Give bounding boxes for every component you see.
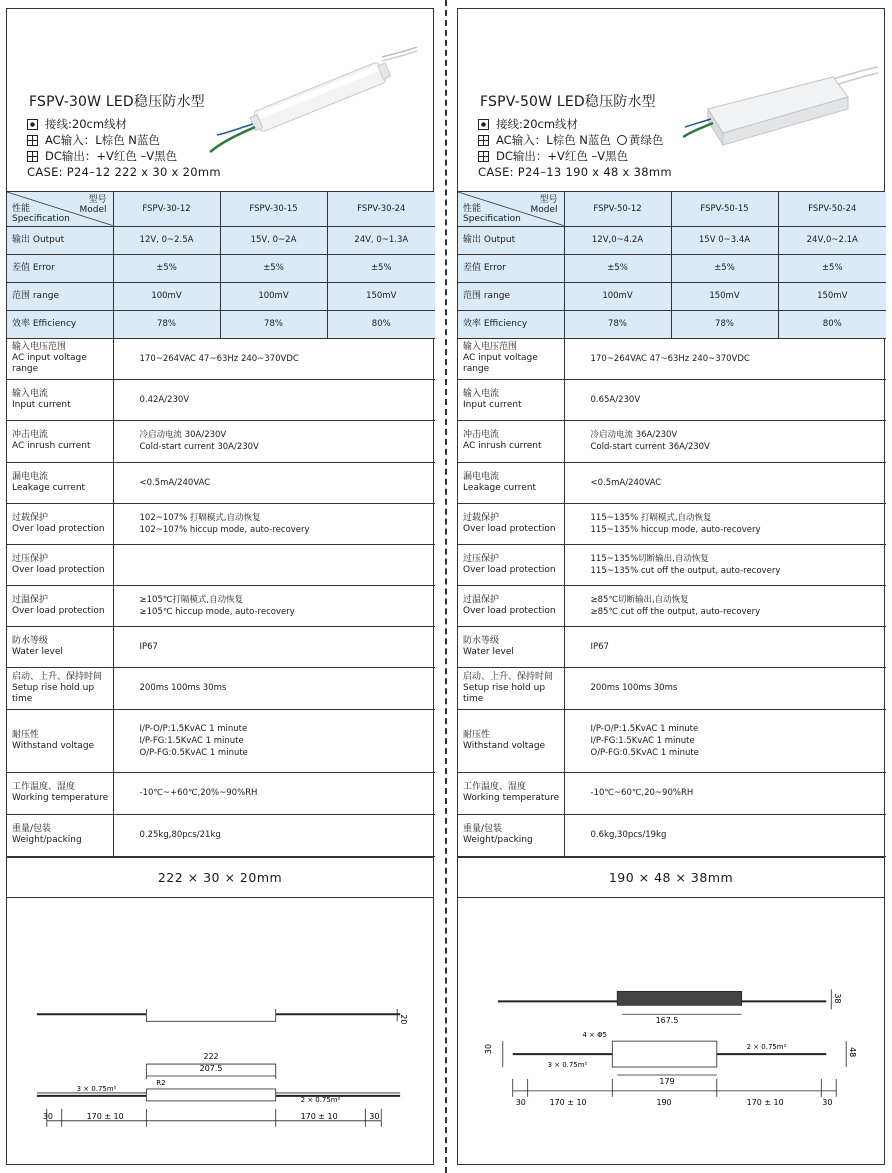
spec-row [458,544,886,585]
wiring-text: 接线:20cm线材 [496,117,579,131]
product-title: FSPV-50W LED稳压防水型 [480,94,656,110]
product-panel-fspv-50w [457,8,885,1165]
spec-row [458,814,886,856]
table-header-row [458,192,886,226]
spec-value: -10℃~60℃,20~90%RH [564,772,886,814]
spec-value: <0.5mA/240VAC [564,462,886,503]
model-name: FSPV-30-15 [220,192,327,226]
product-panel-fspv-30w [6,8,434,1165]
spec-row [7,814,435,856]
output-spec-row [458,254,886,282]
spec-value: 170~264VAC 47~63Hz 240~370VDC [564,338,886,379]
model-name: FSPV-50-24 [778,192,886,226]
spec-row [7,626,435,667]
spec-label: 防水等级 Water level [458,626,564,667]
row-value: ±5% [564,254,671,282]
spec-row [458,626,886,667]
spec-table [7,192,435,857]
case-spec: CASE: P24–13 190 x 48 x 38mm [478,165,672,179]
row-value: 15V 0~3.4A [671,226,778,254]
spec-row [7,338,435,379]
dim-input-wire: 3 × 0.75m² [547,1061,588,1070]
row-label: 范围 range [7,282,113,310]
spec-value: 0.65A/230V [564,379,886,420]
spec-value: ≥105℃打隔模式,自动恢复 ≥105℃ hiccup mode, auto-recovery [113,585,435,626]
spec-label: 过载保护 Over load protection [7,503,113,544]
row-value: 24V, 0~1.3A [327,226,435,254]
spec-value: ≥85℃切断输出,自动恢复 ≥85℃ cut off the output, auto-recovery [564,585,886,626]
product-photo-30w [207,47,417,157]
spec-value: 0.42A/230V [113,379,435,420]
earth-ground-icon [617,135,627,145]
spec-value [113,544,435,585]
spec-label: 耐压性 Withstand voltage [7,709,113,772]
row-value: 100mV [113,282,220,310]
spec-row [458,338,886,379]
spec-value: IP67 [113,626,435,667]
spec-label: 过压保护 Over load protection [458,544,564,585]
spec-value: 冷启动电流 30A/230V Cold-start current 30A/230V [113,420,435,462]
dimension-summary: 222 × 30 × 20mm [7,857,433,898]
spec-row [458,379,886,420]
dim-right-margin: 30 [369,1111,380,1121]
grid-icon [27,135,38,146]
row-value: ±5% [327,254,435,282]
wiring-text: 接线:20cm线材 [45,117,128,131]
dim-radius: R2 [156,1078,166,1087]
spec-table [458,192,886,857]
header-model-label: 型号 Model [79,195,107,215]
row-value: 80% [778,310,886,338]
model-spec-header [7,192,113,226]
model-name: FSPV-30-24 [327,192,435,226]
ac-input-text: AC输入：L棕色 N蓝色 [496,133,611,147]
header-spec-label: 性能 Specification [463,203,521,224]
center-dashed-divider [445,0,447,1173]
ac-input-text: AC输入：L棕色 N蓝色 [45,133,160,147]
dim-left-margin: 30 [515,1097,526,1107]
spec-label: 防水等级 Water level [7,626,113,667]
spec-label: 冲击电流 AC inrush current [458,420,564,462]
row-label: 差值 Error [458,254,564,282]
spec-value: IP67 [564,626,886,667]
row-value: ±5% [220,254,327,282]
spec-label: 输入电流 Input current [458,379,564,420]
spec-value: 170~264VAC 47~63Hz 240~370VDC [113,338,435,379]
row-value: 150mV [778,282,886,310]
spec-label: 输入电压范围 AC input voltage range [458,338,564,379]
spec-row [458,420,886,462]
dim-width-right: 48 [848,1047,858,1058]
spec-row [458,772,886,814]
spec-value: 102~107% 打嗝模式,自动恢复 102~107% hiccup mode, auto-recovery [113,503,435,544]
spec-row [458,585,886,626]
spec-label: 过温保护 Over load protection [458,585,564,626]
spec-value: 115~135% 打嗝模式,自动恢复 115~135% hiccup mode, auto-recovery [564,503,886,544]
product-bullets [478,116,663,164]
spec-row [7,379,435,420]
spec-label: 耐压性 Withstand voltage [458,709,564,772]
dim-length-outer: 222 [203,1052,219,1062]
spec-label: 漏电电流 Leakage current [7,462,113,503]
dim-right-wire: 170 ± 10 [300,1111,338,1121]
dim-right-margin: 30 [822,1097,833,1107]
dim-output-wire: 2 × 0.75m² [746,1043,787,1052]
spec-label: 冲击电流 AC inrush current [7,420,113,462]
row-value: 100mV [220,282,327,310]
header-spec-label: 性能 Specification [12,203,70,224]
dim-height: 38 [833,993,843,1004]
dim-height: 20 [399,1014,409,1025]
product-header [7,9,433,192]
row-label: 范围 range [458,282,564,310]
spec-value: 200ms 100ms 30ms [113,667,435,709]
spec-row [458,667,886,709]
model-name: FSPV-50-15 [671,192,778,226]
dimension-drawing [458,979,884,1159]
row-value: ±5% [671,254,778,282]
spec-label: 过温保护 Over load protection [7,585,113,626]
row-value: 78% [113,310,220,338]
row-value: 78% [220,310,327,338]
dimension-drawing [7,1009,433,1149]
spec-row [7,462,435,503]
wire-icon [478,119,489,130]
spec-value: 冷启动电流 36A/230V Cold-start current 36A/230V [564,420,886,462]
spec-value: <0.5mA/240VAC [113,462,435,503]
dimension-summary: 190 × 48 × 38mm [458,857,884,898]
spec-value: 0.25kg,80pcs/21kg [113,814,435,856]
output-spec-row [7,254,435,282]
row-label: 差值 Error [7,254,113,282]
product-title: FSPV-30W LED稳压防水型 [29,94,205,110]
product-photo-50w [683,61,878,151]
dim-output-wire: 2 × 0.75m² [300,1095,341,1104]
dim-left-wire: 170 ± 10 [549,1097,587,1107]
row-value: 100mV [564,282,671,310]
dim-length: 190 [656,1097,672,1107]
spec-label: 工作温度、湿度 Working temperature [7,772,113,814]
spec-row [7,772,435,814]
table-header-row [7,192,435,226]
spec-label: 过载保护 Over load protection [458,503,564,544]
spec-label: 漏电电流 Leakage current [458,462,564,503]
spec-value: -10℃~+60℃,20%~90%RH [113,772,435,814]
output-spec-row [458,282,886,310]
row-label: 输出 Output [458,226,564,254]
row-value: 24V,0~2.1A [778,226,886,254]
spec-row [7,709,435,772]
output-spec-row [458,310,886,338]
row-label: 输出 Output [7,226,113,254]
spec-label: 重量/包装 Weight/packing [7,814,113,856]
dim-mount-length: 167.5 [655,1016,679,1026]
output-spec-row [7,226,435,254]
case-spec: CASE: P24–12 222 x 30 x 20mm [27,165,221,179]
spec-label: 过压保护 Over load protection [7,544,113,585]
spec-label: 工作温度、湿度 Working temperature [458,772,564,814]
grid-icon [478,151,489,162]
model-name: FSPV-50-12 [564,192,671,226]
dim-right-wire: 170 ± 10 [746,1097,784,1107]
spec-row [458,709,886,772]
spec-label: 输入电流 Input current [7,379,113,420]
dim-length-inner: 207.5 [199,1064,223,1074]
grid-icon [27,151,38,162]
spec-value: I/P-O/P:1.5KvAC 1 minute I/P-FG:1.5KvAC 1 minute O/P-FG:0.5KvAC 1 minute [564,709,886,772]
row-label: 效率 Efficiency [7,310,113,338]
row-value: 150mV [327,282,435,310]
spec-row [7,544,435,585]
dim-left-wire: 170 ± 10 [86,1111,124,1121]
spec-value: 115~135%切断输出,自动恢复 115~135% cut off the output, auto-recovery [564,544,886,585]
spec-row [458,503,886,544]
product-bullets [27,116,177,164]
spec-value: 0.6kg,30pcs/19kg [564,814,886,856]
output-spec-row [7,310,435,338]
spec-row [7,667,435,709]
spec-label: 启动、上升、保持时间 Setup rise hold up time [458,667,564,709]
dim-input-wire: 3 × 0.75m² [76,1084,117,1093]
spec-value: I/P-O/P:1.5KvAC 1 minute I/P-FG:1.5KvAC 1 minute O/P-FG:0.5KvAC 1 minute [113,709,435,772]
spec-row [7,420,435,462]
spec-label: 重量/包装 Weight/packing [458,814,564,856]
header-model-label: 型号 Model [530,195,558,215]
output-spec-row [7,282,435,310]
spec-row [7,585,435,626]
product-header [458,9,884,192]
row-value: 80% [327,310,435,338]
spec-label: 启动、上升、保持时间 Setup rise hold up time [7,667,113,709]
row-value: 78% [671,310,778,338]
wire-icon [27,119,38,130]
row-value: 150mV [671,282,778,310]
dim-inner-length: 179 [659,1076,675,1086]
row-label: 效率 Efficiency [458,310,564,338]
row-value: 12V,0~4.2A [564,226,671,254]
row-value: ±5% [778,254,886,282]
row-value: 15V, 0~2A [220,226,327,254]
row-value: ±5% [113,254,220,282]
model-spec-header [458,192,564,226]
dim-width-left: 30 [483,1043,493,1055]
dim-left-margin: 30 [42,1111,53,1121]
row-value: 78% [564,310,671,338]
spec-label: 输入电压范围 AC input voltage range [7,338,113,379]
dc-output-text: DC输出：+V红色 –V黑色 [496,149,629,163]
ac-earth-text: 黄绿色 [628,133,664,147]
output-spec-row [458,226,886,254]
grid-icon [478,135,489,146]
dim-mount-holes: 4 × Φ5 [582,1031,607,1040]
row-value: 12V, 0~2.5A [113,226,220,254]
spec-row [7,503,435,544]
dc-output-text: DC输出：+V红色 –V黑色 [45,149,178,163]
spec-row [458,462,886,503]
spec-value: 200ms 100ms 30ms [564,667,886,709]
model-name: FSPV-30-12 [113,192,220,226]
